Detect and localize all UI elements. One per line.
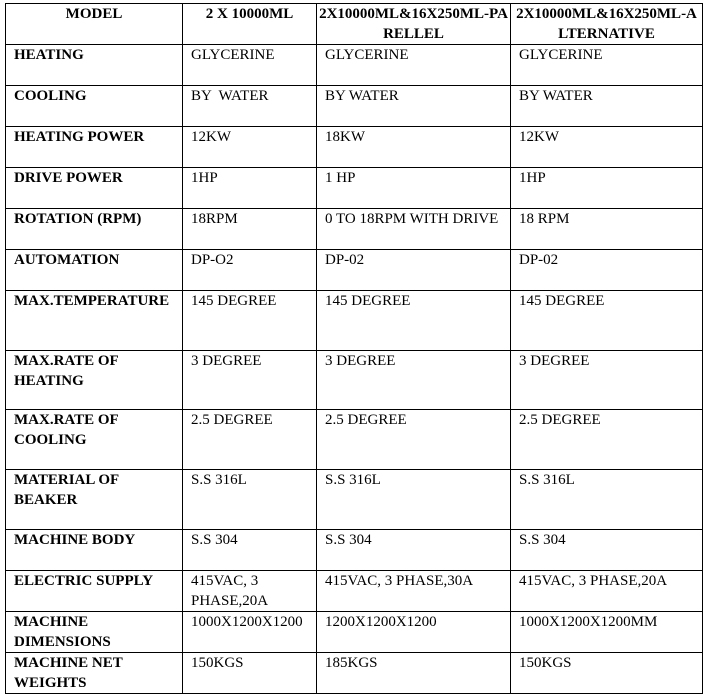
cell: 150KGS [511, 653, 703, 694]
cell: DP-O2 [183, 250, 317, 291]
cell: S.S 304 [511, 530, 703, 571]
table-row [6, 45, 703, 86]
table-row [6, 470, 703, 530]
header-row [6, 4, 703, 45]
cell: GLYCERINE [511, 45, 703, 86]
table-row [6, 127, 703, 168]
cell: GLYCERINE [317, 45, 511, 86]
cell: DP-02 [317, 250, 511, 291]
cell: 2.5 DEGREE [511, 410, 703, 470]
row-label: AUTOMATION [6, 250, 183, 291]
header-col-1: 2 X 10000ML [183, 4, 317, 45]
cell: 415VAC, 3 PHASE,30A [317, 571, 511, 612]
table-row [6, 653, 703, 694]
table-row [6, 250, 703, 291]
cell: 1000X1200X1200 [183, 612, 317, 653]
cell: 145 DEGREE [511, 291, 703, 351]
row-label: MAX.TEMPERATURE [6, 291, 183, 351]
table-row [6, 168, 703, 209]
row-label: COOLING [6, 86, 183, 127]
cell: S.S 316L [317, 470, 511, 530]
row-label: MACHINE BODY [6, 530, 183, 571]
cell: 18RPM [183, 209, 317, 250]
table-row [6, 351, 703, 410]
row-label: MAX.RATE OF HEATING [6, 351, 183, 410]
table-row [6, 410, 703, 470]
cell: 150KGS [183, 653, 317, 694]
cell: 145 DEGREE [317, 291, 511, 351]
spec-table [5, 3, 703, 694]
header-model: MODEL [6, 4, 183, 45]
row-label: MAX.RATE OF COOLING [6, 410, 183, 470]
table-row [6, 530, 703, 571]
cell: 1HP [511, 168, 703, 209]
row-label: MATERIAL OF BEAKER [6, 470, 183, 530]
cell: BY WATER [511, 86, 703, 127]
cell: 415VAC, 3 PHASE,20A [183, 571, 317, 612]
cell: 12KW [511, 127, 703, 168]
row-label: MACHINE DIMENSIONS [6, 612, 183, 653]
cell: 1HP [183, 168, 317, 209]
cell: 1000X1200X1200MM [511, 612, 703, 653]
cell: 415VAC, 3 PHASE,20A [511, 571, 703, 612]
cell: 145 DEGREE [183, 291, 317, 351]
table-row [6, 612, 703, 653]
cell: DP-02 [511, 250, 703, 291]
cell: 3 DEGREE [511, 351, 703, 410]
header-col-2: 2X10000ML&16X250ML-PARELLEL [317, 4, 511, 45]
cell: 185KGS [317, 653, 511, 694]
cell: BY WATER [317, 86, 511, 127]
cell: 1200X1200X1200 [317, 612, 511, 653]
cell: GLYCERINE [183, 45, 317, 86]
cell: S.S 316L [183, 470, 317, 530]
row-label: ELECTRIC SUPPLY [6, 571, 183, 612]
cell: 18 RPM [511, 209, 703, 250]
cell: 0 TO 18RPM WITH DRIVE [317, 209, 511, 250]
row-label: MACHINE NET WEIGHTS [6, 653, 183, 694]
cell: S.S 316L [511, 470, 703, 530]
cell: S.S 304 [317, 530, 511, 571]
cell: 18KW [317, 127, 511, 168]
cell: 3 DEGREE [183, 351, 317, 410]
cell: 1 HP [317, 168, 511, 209]
cell: 3 DEGREE [317, 351, 511, 410]
row-label: HEATING [6, 45, 183, 86]
row-label: HEATING POWER [6, 127, 183, 168]
row-label: ROTATION (RPM) [6, 209, 183, 250]
table-row [6, 571, 703, 612]
row-label: DRIVE POWER [6, 168, 183, 209]
cell: 2.5 DEGREE [183, 410, 317, 470]
table-row [6, 86, 703, 127]
cell: 12KW [183, 127, 317, 168]
cell: 2.5 DEGREE [317, 410, 511, 470]
cell: BY WATER [183, 86, 317, 127]
cell: S.S 304 [183, 530, 317, 571]
table-row [6, 209, 703, 250]
table-row [6, 291, 703, 351]
header-col-3: 2X10000ML&16X250ML-ALTERNATIVE [511, 4, 703, 45]
